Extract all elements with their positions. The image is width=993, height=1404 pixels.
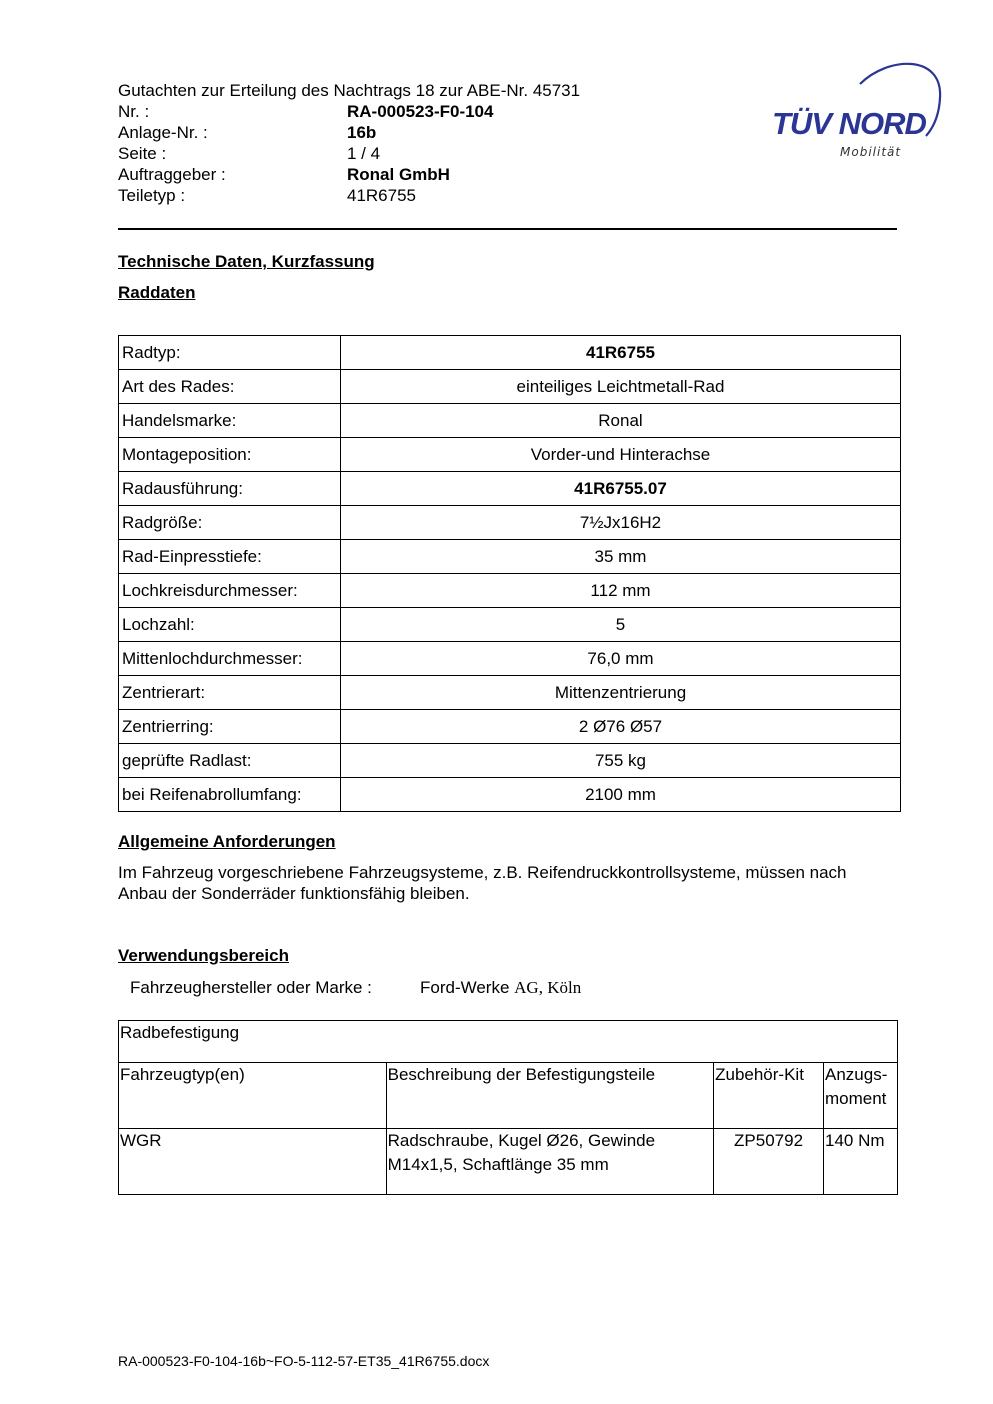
row-label: bei Reifenabrollumfang: <box>119 778 341 812</box>
header-row-teiletyp <box>118 185 718 206</box>
header-key: Anlage-Nr. : <box>118 123 208 142</box>
footer-filename: RA-000523-F0-104-16b~FO-5-112-57-ET35_41R6755.docx <box>118 1353 490 1369</box>
row-value: 76,0 mm <box>341 642 901 676</box>
header-value: 1 / 4 <box>347 144 381 163</box>
logo-subtitle: Mobilität <box>840 145 902 159</box>
row-label: Mittenlochdurchmesser: <box>119 642 341 676</box>
row-value: 41R6755 <box>341 336 901 370</box>
row-label: geprüfte Radlast: <box>119 744 341 778</box>
table-title: Radbefestigung <box>119 1021 898 1063</box>
table-row <box>119 438 901 472</box>
header-key: Seite : <box>118 144 167 163</box>
row-label: Lochzahl: <box>119 608 341 642</box>
tuv-nord-logo <box>768 58 948 168</box>
row-value: 755 kg <box>341 744 901 778</box>
row-label: Radausführung: <box>119 472 341 506</box>
header-divider <box>118 228 897 230</box>
row-value: 7½Jx16H2 <box>341 506 901 540</box>
table-row <box>119 710 901 744</box>
row-label: Montageposition: <box>119 438 341 472</box>
logo-wordmark: TÜV NORD <box>772 106 926 141</box>
row-label: Radtyp: <box>119 336 341 370</box>
heading-verwendung: Verwendungsbereich <box>118 946 289 965</box>
header-row-auftraggeber <box>118 164 718 185</box>
row-value: einteiliges Leichtmetall-Rad <box>341 370 901 404</box>
table-cell: ZP50792 <box>714 1129 824 1195</box>
table-row <box>119 778 901 812</box>
table-row <box>119 574 901 608</box>
row-label: Rad-Einpresstiefe: <box>119 540 341 574</box>
manufacturer-label: Fahrzeughersteller oder Marke : <box>130 978 372 997</box>
heading-allgemein: Allgemeine Anforderungen <box>118 832 336 851</box>
table-row <box>119 540 901 574</box>
table-row <box>119 608 901 642</box>
document-header <box>118 80 718 206</box>
row-value: 112 mm <box>341 574 901 608</box>
row-value: Mittenzentrierung <box>341 676 901 710</box>
header-key: Nr. : <box>118 102 150 121</box>
vehicle-manufacturer <box>130 978 581 998</box>
header-value: 16b <box>347 123 377 142</box>
wheel-data-table <box>118 335 901 812</box>
row-value: 2 Ø76 Ø57 <box>341 710 901 744</box>
table-cell: Radschraube, Kugel Ø26, Gewinde M14x1,5, Schaftlänge 35 mm <box>386 1129 713 1195</box>
column-header: Anzugs-moment <box>824 1063 898 1129</box>
column-header: Zubehör-Kit <box>714 1063 824 1129</box>
row-label: Radgröße: <box>119 506 341 540</box>
table-cell: WGR <box>119 1129 387 1195</box>
manufacturer-location: AG, Köln <box>514 978 582 997</box>
row-value: 2100 mm <box>341 778 901 812</box>
heading-raddaten: Raddaten <box>118 283 196 302</box>
heading-tech: Technische Daten, Kurzfassung <box>118 252 375 271</box>
table-row <box>119 404 901 438</box>
table-row <box>119 472 901 506</box>
table-row <box>119 336 901 370</box>
row-value: 35 mm <box>341 540 901 574</box>
row-value: 41R6755.07 <box>341 472 901 506</box>
row-label: Zentrierring: <box>119 710 341 744</box>
row-value: Ronal <box>341 404 901 438</box>
header-value: RA-000523-F0-104 <box>347 102 494 121</box>
column-header: Fahrzeugtyp(en) <box>119 1063 387 1129</box>
table-row <box>119 506 901 540</box>
column-header: Beschreibung der Befestigungsteile <box>386 1063 713 1129</box>
header-row-anlage <box>118 122 718 143</box>
table-cell: 140 Nm <box>824 1129 898 1195</box>
row-label: Art des Rades: <box>119 370 341 404</box>
table-row <box>119 1129 898 1195</box>
row-label: Lochkreisdurchmesser: <box>119 574 341 608</box>
row-value: Vorder-und Hinterachse <box>341 438 901 472</box>
report-title: Gutachten zur Erteilung des Nachtrags 18 zur ABE-Nr. 45731 <box>118 81 581 100</box>
header-value: 41R6755 <box>347 186 417 205</box>
header-key: Auftraggeber : <box>118 165 226 184</box>
table-row <box>119 642 901 676</box>
table-row <box>119 744 901 778</box>
table-row <box>119 1021 898 1063</box>
header-row-nr <box>118 101 718 122</box>
table-header-row <box>119 1063 898 1129</box>
row-label: Handelsmarke: <box>119 404 341 438</box>
table-row <box>119 370 901 404</box>
manufacturer-name: Ford-Werke <box>420 978 515 997</box>
header-value: Ronal GmbH <box>347 165 450 184</box>
row-label: Zentrierart: <box>119 676 341 710</box>
table-row <box>119 676 901 710</box>
manufacturer-value <box>420 978 581 998</box>
header-key: Teiletyp : <box>118 186 186 205</box>
row-value: 5 <box>341 608 901 642</box>
requirements-text: Im Fahrzeug vorgeschriebene Fahrzeugsysteme, z.B. Reifendruckkontrollsysteme, müssen nach Anbau der Sonderräder funktionsfähig bleiben. <box>118 863 847 903</box>
header-row-seite <box>118 143 718 164</box>
mounting-table <box>118 1020 898 1195</box>
